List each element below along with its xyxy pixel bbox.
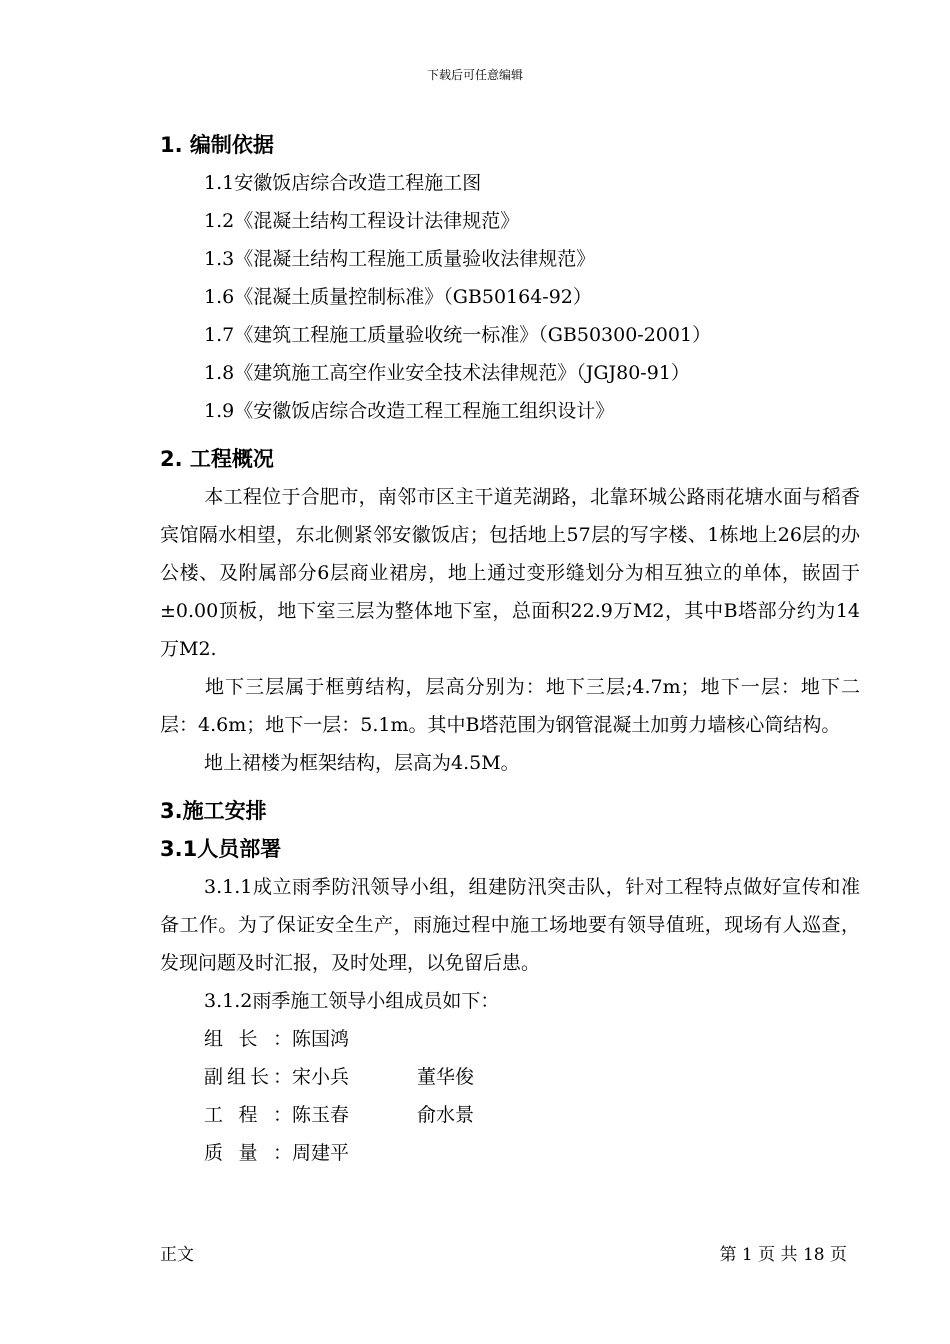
footer-label: 正文 (160, 1245, 194, 1265)
team-member-row: 工程：陈玉春 俞水景 (204, 1104, 475, 1126)
team-member-row: 副组长：宋小兵 董华俊 (204, 1066, 475, 1088)
section-3-1-title: 3.1人员部署 (160, 837, 282, 861)
reference-item: 1.1安徽饭店综合改造工程施工图 (204, 172, 482, 194)
page-header: 下载后可任意编辑 (426, 68, 523, 82)
team-member-row: 质量：周建平 (204, 1142, 350, 1164)
section-1-title: 1. 编制依据 (160, 133, 274, 157)
page-number: 第 1 页 共 18 页 (719, 1245, 847, 1265)
reference-item: 1.8《建筑施工高空作业安全技术法律规范》（JGJ80-91） (204, 362, 690, 384)
document-body (160, 126, 860, 1172)
reference-item: 1.6《混凝土质量控制标准》（GB50164-92） (204, 286, 592, 308)
reference-item: 1.3《混凝土结构工程施工质量验收法律规范》 (204, 248, 596, 270)
team-paragraph: 3.1.1成立雨季防汛领导小组，组建防汛突击队，针对工程特点做好宣传和准备工作。为了保证安全生产，雨施过程中施工场地要有领导值班，现场有人巡查，发现问题及时汇报，及时处理，以免留后患。 (160, 876, 860, 974)
podium-paragraph: 地上裙楼为框架结构，层高为4.5M。 (204, 752, 520, 774)
team-list-intro: 3.1.2雨季施工领导小组成员如下： (204, 990, 500, 1012)
reference-item: 1.7《建筑工程施工质量验收统一标准》（GB50300-2001） (204, 324, 712, 346)
reference-item: 1.2《混凝土结构工程设计法律规范》 (204, 210, 520, 232)
section-2-title: 2. 工程概况 (160, 447, 274, 471)
section-3-title: 3.施工安排 (160, 799, 267, 823)
reference-item: 1.9《安徽饭店综合改造工程工程施工组织设计》 (204, 400, 615, 422)
team-member-row: 组长：陈国鸿 (204, 1028, 350, 1050)
overview-paragraph: 本工程位于合肥市，南邻市区主干道芜湖路，北靠环城公路雨花塘水面与稻香宾馆隔水相望，东北侧紧邻安徽饭店；包括地上57层的写字楼、1栋地上26层的办公楼、及附属部分6层商业裙房，地上通过变形缝划分为相互独立的单体，嵌固于±0.00顶板，地下室三层为整体地下室，总面积22.9万M2，其中B塔部分约为14万M2. (160, 486, 860, 660)
structure-paragraph: 地下三层属于框剪结构，层高分别为：地下三层;4.7m；地下一层：地下二层：4.6m；地下一层：5.1m。其中B塔范围为钢管混凝土加剪力墙核心筒结构。 (160, 676, 860, 736)
